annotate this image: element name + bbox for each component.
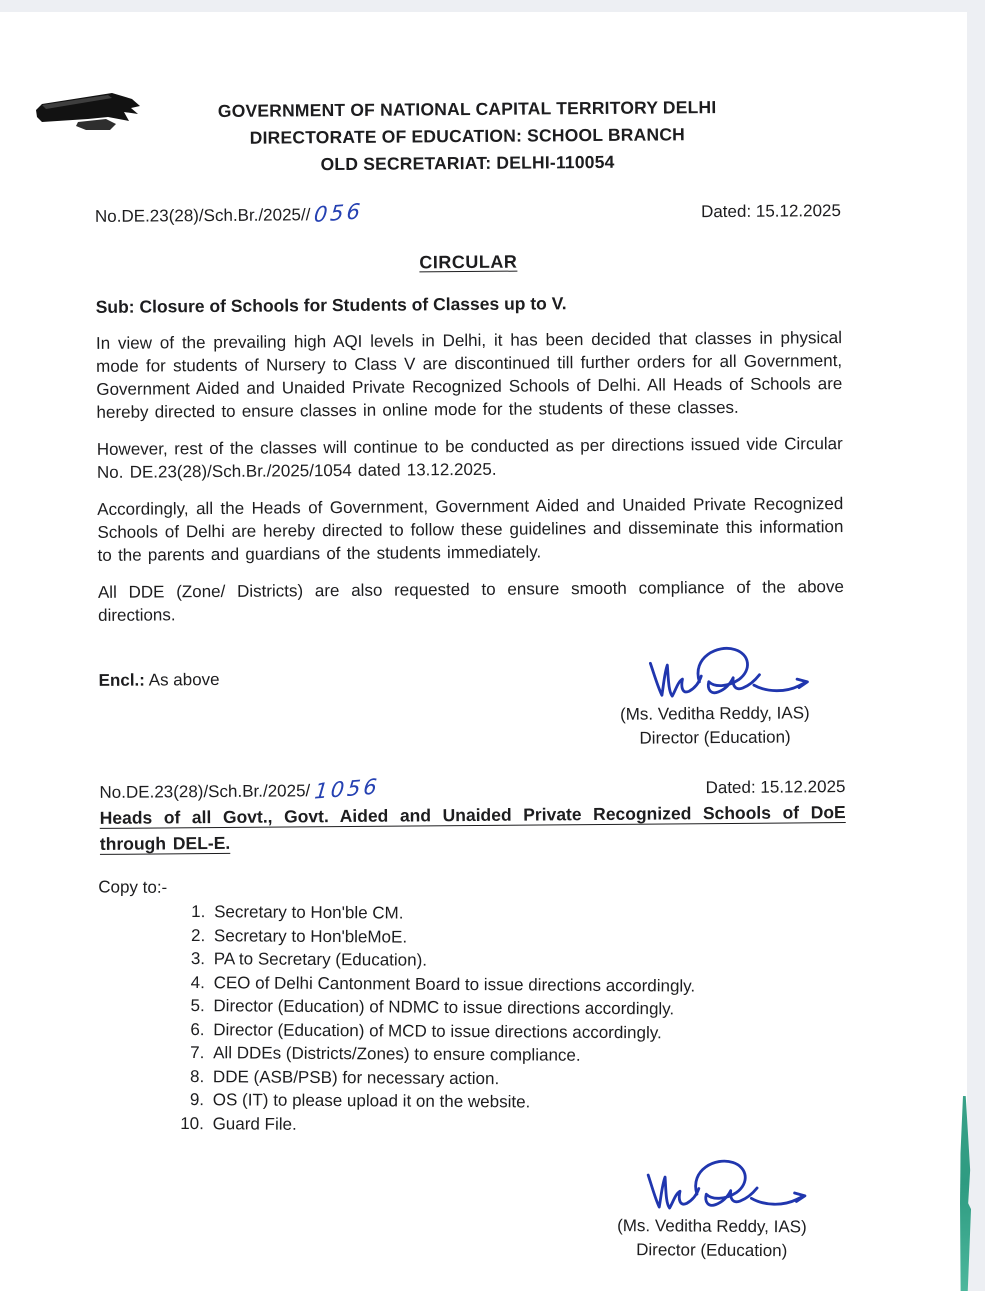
reference-number-2 — [99, 774, 381, 804]
reference-number-1-handwritten: 056 — [313, 198, 365, 228]
reference-row-1 — [95, 197, 841, 227]
signature-icon — [634, 1156, 814, 1219]
copy-to-label: Copy to:- — [98, 877, 168, 897]
circular-title: CIRCULAR — [419, 251, 518, 273]
document-page — [0, 12, 967, 1291]
reference-row-2 — [99, 773, 845, 803]
enclosure-signature-row — [98, 643, 845, 755]
upper-document-section — [94, 93, 846, 857]
letterhead-line-government: GOVERNMENT OF NATIONAL CAPITAL TERRITORY DELHI — [217, 97, 717, 121]
letterhead-line-address: OLD SECRETARIAT: DELHI-110054 — [320, 151, 615, 175]
lower-document-section — [96, 877, 845, 1263]
copy-to-item: 9. OS (IT) to please upload it on the website. — [209, 1088, 843, 1116]
enclosure-label: Encl.: — [98, 670, 145, 690]
paragraph-dde-compliance: All DDE (Zone/ Districts) are also requested to ensure smooth compliance of the above directions. — [97, 577, 844, 625]
paragraph-aqi-closure: In view of the prevailing high AQI levels in Delhi, it has been decided that classes in physical mode for students of Nursery to Class V are discontinued till further orders for all Government, Government Aided and Unaided Private Recognized Schools of Delhi. All Heads of Schools are hereby directed to ensure classes in online mode for the students of these classes. — [95, 328, 843, 422]
letterhead — [94, 93, 841, 180]
dated-1: Dated: 15.12.2025 — [700, 201, 842, 222]
addressee-line: Heads of all Govt., Govt. Aided and Unaided Private Recognized Schools of DoE through DEL-E. — [99, 802, 846, 854]
letterhead-line-directorate: DIRECTORATE OF EDUCATION: SCHOOL BRANCH — [249, 124, 686, 148]
signature-block-1 — [584, 643, 845, 751]
reference-number-2-handwritten: 1056 — [313, 774, 381, 804]
copy-to-item: 1. Secretary to Hon'ble CM. — [210, 900, 844, 928]
signatory-name-1: (Ms. Veditha Reddy, IAS) — [619, 703, 810, 724]
copy-to-item: 2. Secretary to Hon'bleMoE. — [210, 924, 844, 952]
paragraph-guidelines: Accordingly, all the Heads of Government, Government Aided and Unaided Private Recognized Schools of Delhi are hereby directed to follow these guidelines and disseminate this information to the parents and guardians of the students immediately. — [97, 494, 844, 565]
copy-to-item: 3. PA to Secretary (Education). — [210, 947, 844, 975]
copy-to-item: 8. DDE (ASB/PSB) for necessary action. — [209, 1065, 843, 1093]
enclosure-value: As above — [148, 669, 220, 690]
enclosure-line — [98, 648, 219, 691]
reference-number-1-printed: No.DE.23(28)/Sch.Br./2025// — [94, 205, 311, 226]
copy-to-item: 4. CEO of Delhi Cantonment Board to issue directions accordingly. — [210, 971, 844, 999]
paragraph-other-classes: However, rest of the classes will continue to be conducted as per directions issued vide Circular No. DE.23(28)/Sch.Br./2025/1054 dated 13.12.2025. — [96, 434, 843, 482]
copy-to-item: 10. Guard File. — [209, 1112, 843, 1140]
copy-to-item: 7. All DDEs (Districts/Zones) to ensure compliance. — [209, 1041, 843, 1069]
reference-number-2-printed: No.DE.23(28)/Sch.Br./2025/ — [99, 781, 311, 802]
subject-line: Sub: Closure of Schools for Students of Classes up to V. — [95, 293, 567, 317]
dated-2: Dated: 15.12.2025 — [705, 777, 846, 798]
signatory-designation-2: Director (Education) — [636, 1240, 788, 1261]
reference-number-1 — [94, 198, 365, 228]
signature-icon — [636, 643, 816, 706]
copy-to-item: 5. Director (Education) of NDMC to issue directions accordingly. — [209, 994, 843, 1022]
copy-to-list — [97, 899, 845, 1139]
copy-to-item: 6. Director (Education) of MCD to issue directions accordingly. — [209, 1018, 843, 1046]
signatory-name-2: (Ms. Veditha Reddy, IAS) — [617, 1216, 807, 1237]
signature-block-2 — [582, 1156, 843, 1264]
signatory-designation-1: Director (Education) — [639, 727, 791, 748]
